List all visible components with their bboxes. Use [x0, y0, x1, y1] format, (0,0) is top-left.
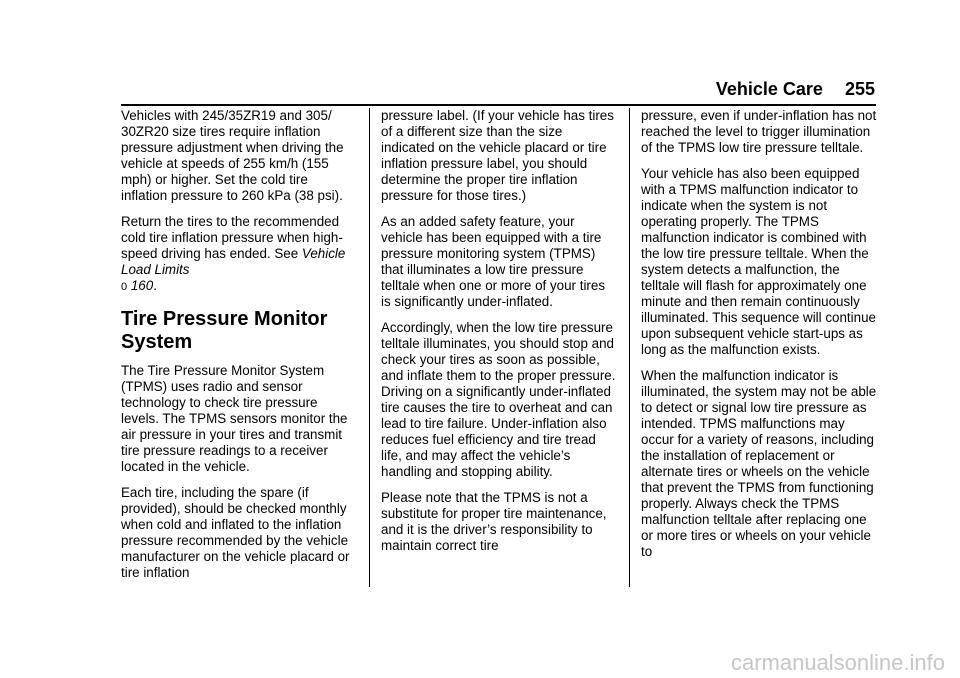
paragraph-pressure-continued: pressure, even if under-inflation has not reached the level to trigger illumination of the TPMS low tire pressure telltale.	[641, 108, 877, 155]
column-divider-1	[369, 108, 370, 587]
paragraph-monthly-check: Each tire, including the spare (if provided), should be checked monthly when cold and inflated to the inflation pressure recommended by the vehicle manufacturer on the vehicle placard or tire inflation	[121, 485, 350, 580]
paragraph-malfunction-indicator: Your vehicle has also been equipped with a TPMS malfunction indicator to indicate when the system is not operating properly. The TPMS malfunction indicator is combined with the low tire pressure telltale. When the system detects a malfunction, the telltale will flash for approximately one minute and then remain continuously illuminated. This sequence will continue upon subsequent vehicle start-ups as long as the malfunction exists.	[641, 166, 876, 357]
paragraph-tpms-intro: The Tire Pressure Monitor System (TPMS) uses radio and sensor technology to check tire pressure levels. The TPMS sensors monitor the air pressure in your tires and transmit tire pressure readings to a receiver located in the vehicle.	[121, 363, 348, 474]
paragraph-telltale-action: Accordingly, when the low tire pressure telltale illuminates, you should stop and check your tires as soon as possible, and inflate them to the proper pressure. Driving on a significantly under-inflated tire causes the tire to overheat and can lead to tire failure. Under-inflation also reduces fuel efficiency and tire tread life, and may affect the vehicle’s handling and stopping ability.	[381, 320, 616, 479]
column-1	[121, 108, 357, 591]
paragraph-return-pressure	[121, 214, 357, 295]
running-header	[0, 78, 875, 100]
paragraph-maintenance-note: Please note that the TPMS is not a substitute for proper tire maintenance, and it is the driver’s responsibility to maintain correct tire	[381, 490, 607, 553]
section-title: Vehicle Care	[715, 79, 823, 99]
paragraph-pressure-label: pressure label. (If your vehicle has tires of a different size than the size indicated on the vehicle placard or tire inflation pressure label, you should determine the proper tire inflation pressure for those tires.)	[381, 108, 614, 203]
paragraph-safety-feature: As an added safety feature, your vehicle has been equipped with a tire pressure monitoring system (TPMS) that illuminates a low tire pressure telltale when one or more of your tires is significantly under-inflated.	[381, 214, 606, 309]
column-2	[381, 108, 617, 564]
column-3	[641, 108, 879, 570]
column-divider-2	[629, 108, 630, 587]
xref-vehicle-load-limits[interactable]: Vehicle Load Limits	[121, 246, 346, 277]
paragraph-text: Return the tires to the recommended cold tire inflation pressure when high-speed driving has ended. See	[121, 214, 343, 261]
paragraph-high-speed-inflation: Vehicles with 245/35ZR19 and 305/ 30ZR20 size tires require inflation pressure adjustment when driving the vehicle at speeds of 255 km/h (155 mph) or higher. Set the cold tire inflation pressure to 260 kPa (38 psi).	[121, 108, 344, 203]
page-number: 255	[844, 79, 875, 99]
paragraph-malfunction-causes: When the malfunction indicator is illuminated, the system may not be able to detect or signal low tire pressure as intended. TPMS malfunctions may occur for a variety of reasons, including the installation of replacement or alternate tires or wheels on the vehicle that prevent the TPMS from functioning properly. Always check the TPMS malfunction telltale after replacing one or more tires or wheels on your vehicle to	[641, 368, 877, 559]
header-rule	[121, 104, 876, 106]
page-reference-icon: 0	[121, 281, 128, 293]
xref-page-number[interactable]: 160	[130, 278, 154, 293]
watermark: carmanualsonline.info	[730, 650, 945, 675]
section-heading: Tire Pressure Monitor System	[121, 308, 328, 353]
sentence-end: .	[153, 278, 157, 293]
